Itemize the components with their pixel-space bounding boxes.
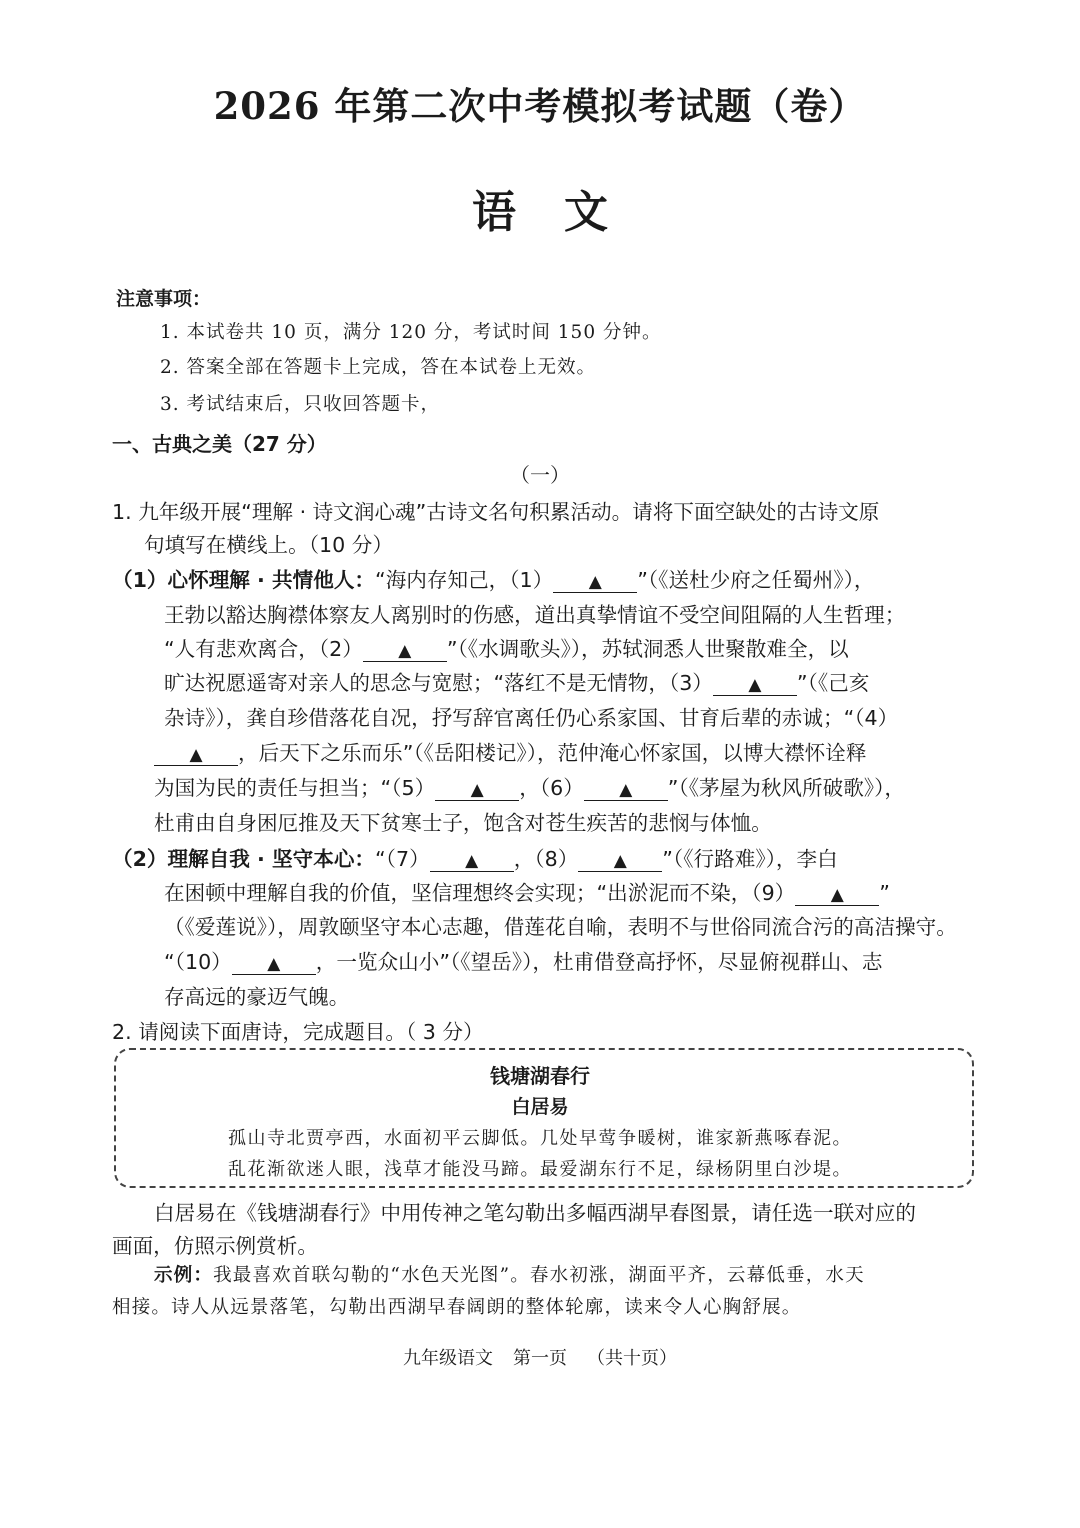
- text: 在困顿中理解自我的价值，坚信理想终会实现；“出淤泥而不染，（9）: [164, 881, 796, 905]
- sub-question-label: （2）理解自我 · 坚守本心：: [112, 847, 376, 871]
- part-label: （一）: [510, 463, 570, 487]
- text: “（7）: [375, 847, 430, 871]
- q1-prompt-line1: 1. 九年级开展“理解 · 诗文润心魂”古诗文名句积累活动。请将下面空缺处的古诗文原: [112, 500, 880, 524]
- text: 我最喜欢首联勾勒的“水色天光图”。春水初涨，湖面平齐，云幕低垂，水天: [213, 1265, 865, 1286]
- text: 旷达祝愿遥寄对亲人的思念与宽慰；“落红不是无情物，（3）: [164, 671, 713, 695]
- sub-question-label: （1）心怀理解 · 共情他人：: [112, 568, 376, 592]
- poem-line: 乱花渐欲迷人眼，浅草才能没马蹄。最爱湖东行不足，绿杨阴里白沙堤。: [228, 1159, 852, 1180]
- text: ，一览众山小”（《望岳》），杜甫借登高抒怀，尽显俯视群山、志: [315, 950, 883, 974]
- q2-prompt: 2. 请阅读下面唐诗，完成题目。（ 3 分）: [112, 1020, 484, 1044]
- text: “（10）: [164, 950, 232, 974]
- q1-line: 存高远的豪迈气魄。: [164, 985, 350, 1009]
- answer-blank[interactable]: ▲: [363, 643, 447, 662]
- notice-heading: 注意事项：: [116, 288, 212, 310]
- text: ，（6）: [519, 776, 584, 800]
- q1-line: [154, 771, 905, 801]
- text: “海内存知己，（1）: [375, 568, 554, 592]
- answer-blank[interactable]: ▲: [154, 747, 238, 766]
- answer-blank[interactable]: ▲: [430, 853, 514, 872]
- page-footer: [0, 1344, 1080, 1370]
- text: ”: [879, 881, 890, 905]
- text: ”（《己亥: [796, 671, 870, 695]
- answer-blank[interactable]: ▲: [232, 956, 316, 975]
- q1-line: [154, 736, 866, 766]
- notice-item: 2. 答案全部在答题卡上完成，答在本试卷上无效。: [160, 357, 597, 378]
- notice-item: 1. 本试卷共 10 页，满分 120 分，考试时间 150 分钟。: [160, 322, 662, 343]
- exam-title: 2026 年第二次中考模拟考试题（卷）: [213, 84, 867, 128]
- q1-prompt-line2: 句填写在横线上。（10 分）: [144, 533, 393, 557]
- footer-subject: 九年级语文: [403, 1348, 493, 1369]
- q1-line: （《爱莲说》），周敦颐坚守本心志趣，借莲花自喻，表明不与世俗同流合污的高洁操守。: [164, 915, 957, 939]
- text: ”（《水调歌头》），苏轼洞悉人世聚散难全，以: [446, 637, 849, 661]
- poem-author: 白居易: [511, 1096, 569, 1118]
- answer-blank[interactable]: ▲: [553, 574, 637, 593]
- poem-title: 钱塘湖春行: [490, 1064, 590, 1088]
- q1-line: [164, 666, 869, 696]
- q2-task-line: 画面，仿照示例赏析。: [112, 1234, 318, 1258]
- q1-line: [164, 945, 882, 975]
- answer-blank[interactable]: ▲: [578, 853, 662, 872]
- text: 为国为民的责任与担当；“（5）: [154, 776, 436, 800]
- answer-blank[interactable]: ▲: [584, 782, 668, 801]
- text: ”（《茅屋为秋风所破歌》），: [667, 776, 905, 800]
- poem-line: 孤山寺北贾亭西，水面初平云脚低。几处早莺争暖树，谁家新燕啄春泥。: [228, 1128, 852, 1149]
- q1-line: [112, 842, 838, 872]
- example-label: 示例：: [154, 1265, 214, 1286]
- answer-blank[interactable]: ▲: [795, 887, 879, 906]
- notice-item: 3. 考试结束后，只收回答题卡，: [160, 394, 441, 415]
- text: ，后天下之乐而乐”（《岳阳楼记》），范仲淹心怀家国，以博大襟怀诠释: [238, 741, 867, 765]
- section-heading: 一、古典之美（27 分）: [112, 432, 327, 456]
- text: ，（8）: [513, 847, 579, 871]
- example-line: [154, 1261, 865, 1287]
- example-line: 相接。诗人从远景落笔，勾勒出西湖早春阔朗的整体轮廓，读来令人心胸舒展。: [112, 1297, 802, 1318]
- q1-line: [164, 632, 849, 662]
- subject-title: 语文: [472, 187, 656, 238]
- footer-page: 第一页: [513, 1348, 567, 1369]
- answer-blank[interactable]: ▲: [713, 677, 797, 696]
- text: ”（《送杜少府之任蜀州》），: [637, 568, 875, 592]
- text: “人有悲欢离合，（2）: [164, 637, 363, 661]
- q1-line: 王勃以豁达胸襟体察友人离别时的伤感，道出真挚情谊不受空间阻隔的人生哲理；: [164, 603, 906, 627]
- q2-task-line: 白居易在《钱塘湖春行》中用传神之笔勾勒出多幅西湖早春图景，请任选一联对应的: [154, 1201, 916, 1225]
- q1-line: [164, 876, 890, 906]
- answer-blank[interactable]: ▲: [435, 782, 519, 801]
- q1-line: 杂诗》），龚自珍借落花自况，抒写辞官离任仍心系家国、甘育后辈的赤诚；“（4）: [164, 706, 899, 730]
- footer-total: （共十页）: [587, 1348, 677, 1369]
- q1-line: [112, 563, 874, 593]
- text: ”（《行路难》），李白: [662, 847, 838, 871]
- q1-line: 杜甫由自身困厄推及天下贫寒士子，饱含对苍生疾苦的悲悯与体恤。: [154, 811, 772, 835]
